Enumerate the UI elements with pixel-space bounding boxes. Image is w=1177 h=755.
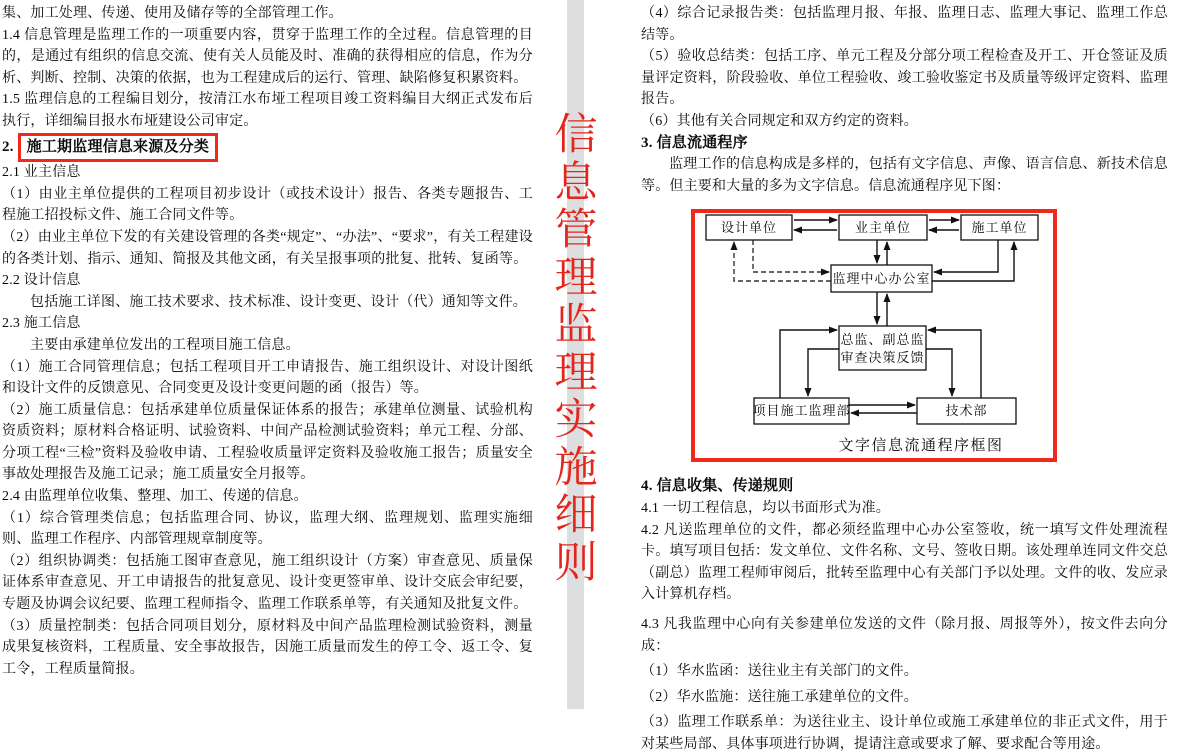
paragraph: （1）施工合同管理信息；包括工程项目开工申请报告、施工组织设计、对设计图纸和设计文件的反馈意见、合同变更及设计变更问题的函（报告）等。 <box>2 359 533 397</box>
paragraph: （2）组织协调类：包括施工图审查意见，施工组织设计（方案）审查意见、质量保证体系审查意见、开工申请报告的批复意见、设计变更签审单、设计交底会审纪要，专题及协调会议纪要、监理工程师指令、监理工作联系单等，有关通知及批复文件。 <box>2 553 533 613</box>
paragraph: 4.1 一切工程信息，均以书面形式为准。 <box>641 500 890 516</box>
paragraph: （3）监理工作联系单：为送往业主、设计单位或施工承建单位的非正式文件，用于对某些局部、具体事项进行协调，提请注意或要求了解、要求配合等用途。 <box>641 715 1168 752</box>
paragraph: （1）由业主单位提供的工程项目初步设计（或技术设计）报告、各类专题报告、工程施工招投标文件、施工合同文件等。 <box>2 186 533 224</box>
paragraph: （5）验收总结类：包括工序、单元工程及分部分项工程检查及开工、开仓签证及质量评定资料，阶段验收、单位工程验收、竣工验收鉴定书及质量等级评定资料、监理报告。 <box>641 49 1168 108</box>
information-flow-diagram <box>691 209 1057 462</box>
node-tech-dept-label: 技术部 <box>945 403 988 419</box>
paragraph: （6）其他有关合同规定和双方约定的资料。 <box>641 113 918 129</box>
section-2-heading <box>2 133 533 163</box>
node-design-unit-label: 设计单位 <box>720 220 778 236</box>
section-4-heading: 4. 信息收集、传递规则 <box>641 478 794 495</box>
paragraph: 监理工作的信息构成是多样的，包括有文字信息、声像、语言信息、新技术信息等。但主要和大量的多为文字信息。信息流通程序见下图： <box>641 157 1168 194</box>
paragraph: 2.3 施工信息 <box>2 316 81 332</box>
paragraph: （1）综合管理类信息；包括监理合同、协议，监理大纲、监理规划、监理实施细则、监理工作程序、内部管理规章制度等。 <box>2 510 533 548</box>
paragraph: （3）质量控制类：包括合同项目划分，原材料及中间产品监理检测试验资料，测量成果复核资料，工程质量、安全事故报告，因施工质量而发生的停工令、返工令、复工令，工程质量简报。 <box>2 618 533 677</box>
node-project-dept-label: 项目施工监理部 <box>752 403 851 419</box>
paragraph: 1.4 信息管理是监理工作的一项重要内容，贯穿于监理工作的全过程。信息管理的目的，是通过有组织的信息交流、使有关人员能及时、准确的获得相应的信息，作为分析、判断、控制、决策的依据，也为工程建成后的运行、管理、缺陷修复积累资料。 <box>2 27 533 86</box>
paragraph: 集、加工处理、传递、使用及储存等的全部管理工作。 <box>2 6 343 21</box>
right-page-column <box>641 0 1168 755</box>
paragraph: 主要由承建单位发出的工程项目施工信息。 <box>30 337 300 353</box>
node-chief-label-line2: 审查决策反馈 <box>840 350 925 366</box>
watermark-text: 信 息 管 理 监 理 实 施 细 则 <box>554 112 598 587</box>
node-chief-label-line1: 总监、副总监 <box>840 332 925 348</box>
paragraph: 2.1 业主信息 <box>2 165 81 181</box>
paragraph: 2.2 设计信息 <box>2 273 81 289</box>
section-2-number: 2. <box>2 138 14 155</box>
node-owner-unit-label: 业主单位 <box>854 220 912 236</box>
section-3-heading: 3. 信息流通程序 <box>641 134 748 151</box>
node-builder-unit-label: 施工单位 <box>971 220 1028 236</box>
section-2-title-redbox: 施工期监理信息来源及分类 <box>18 133 218 163</box>
paragraph: 4.2 凡送监理单位的文件，都必须经监理中心办公室签收，统一填写文件处理流程卡。填写项目包括：发文单位、文件名称、文号、签收日期。该处理单连同文件交总（副总）监理工程师审阅后，批转至监理中心有关部门予以处理。文件的收、发应录入计算机存档。 <box>641 522 1168 603</box>
paragraph: （1）华水监函：送往业主有关部门的文件。 <box>641 664 918 680</box>
paragraph: （2）由业主单位下发的有关建设管理的各类“规定”、“办法”、“要求”，有关工程建设的各类计划、指示、通知、简报及其他文函，有关呈报事项的批复、批转、复函等。 <box>2 229 533 267</box>
paragraph: （2）施工质量信息：包括承建单位质量保证体系的报告；承建单位测量、试验机构资质资料；原材料合格证明、试验资料、中间产品检测试验资料；单元工程、分部、分项工程“三检”资料及验收申请、工程验收质量评定资料及验收施工报告；质量安全事故处理报告及施工记录；施工质量安全月报等。 <box>2 402 533 483</box>
paragraph: 4.3 凡我监理中心向有关参建单位发送的文件（除月报、周报等外），按文件去向分成： <box>641 616 1168 654</box>
paragraph: （2）华水监施：送往施工承建单位的文件。 <box>641 689 918 705</box>
paragraph: （4）综合记录报告类：包括监理月报、年报、监理日志、监理大事记、监理工作总结等。 <box>641 6 1168 43</box>
left-page-column <box>2 0 533 680</box>
paragraph: 1.5 监理信息的工程编目划分，按清江水布垭工程项目竣工资料编目大纲正式发布后执行，详细编目报水布垭建设公司审定。 <box>2 92 533 129</box>
paragraph: 包括施工详图、施工技术要求、技术标准、设计变更、设计（代）通知等文件。 <box>30 294 527 310</box>
paragraph: 2.4 由监理单位收集、整理、加工、传递的信息。 <box>2 489 308 505</box>
diagram-caption: 文字信息流通程序框图 <box>838 438 1004 455</box>
node-office-label: 监理中心办公室 <box>832 271 931 287</box>
